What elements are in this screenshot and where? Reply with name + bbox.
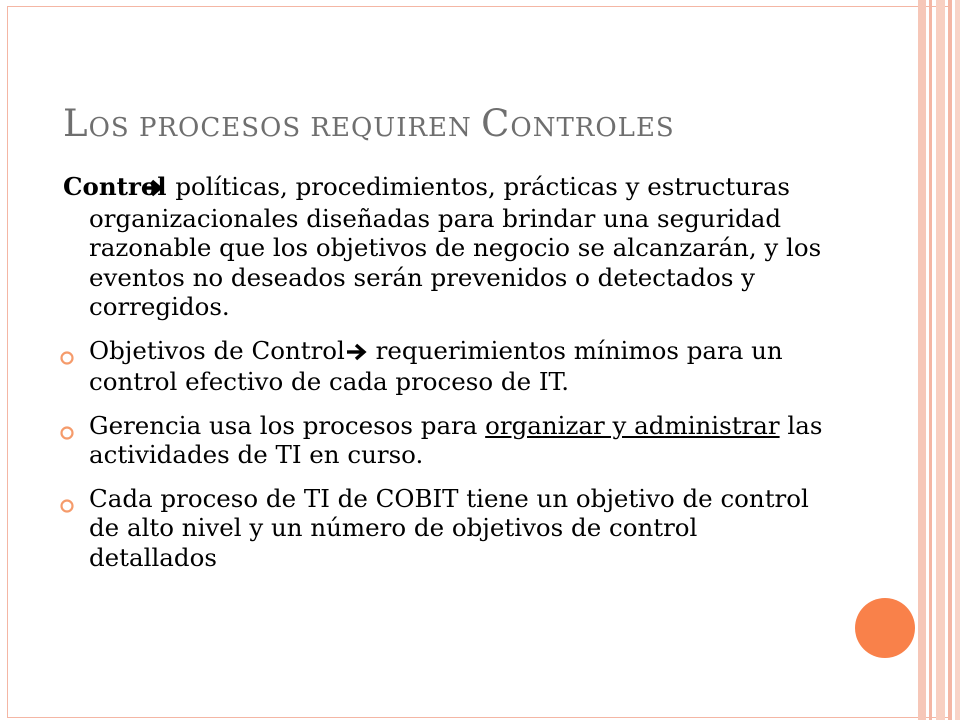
intro-paragraph <box>63 172 833 322</box>
title-initial: C <box>481 102 511 145</box>
bullet-text: requerimientos mínimos para un control efectivo de cada proceso de IT. <box>89 335 783 396</box>
bullet-text: Gerencia usa los procesos para <box>89 410 486 440</box>
stripe <box>929 0 932 720</box>
bullet-text: Cada proceso de TI de COBIT tiene un objetivo de control de alto nivel y un número de objetivos de control detallados <box>89 483 809 572</box>
list-item <box>63 484 833 573</box>
decorative-circle <box>855 598 915 658</box>
bullet-text: Objetivos de Control <box>89 335 345 365</box>
slide-title <box>63 102 675 145</box>
title-part: OS PROCESOS REQUIREN <box>88 113 482 143</box>
stripe <box>936 0 945 720</box>
bullet-icon <box>59 343 75 359</box>
bullet-icon <box>59 491 75 507</box>
stripe <box>955 0 960 720</box>
stripe <box>918 0 926 720</box>
underlined-text: organizar y administrar <box>485 410 780 440</box>
bullet-text: las actividades de TI en curso. <box>89 410 823 469</box>
bullet-icon <box>59 418 75 434</box>
intro-text: políticas, procedimientos, prácticas y estructuras organizacionales diseñadas para brindar una seguridad razonable que los objetivos de negocio se alcanzarán, y los eventos no deseados serán prevenidos o detectados y corregidos. <box>89 172 822 321</box>
stripe <box>948 0 952 720</box>
intro-term: Control <box>63 172 167 201</box>
title-part: ONTROLES <box>510 113 675 143</box>
decorative-stripes <box>916 0 960 720</box>
right-arrow-icon <box>346 338 368 368</box>
title-initial: L <box>63 102 89 145</box>
list-item <box>63 411 833 470</box>
slide-body <box>63 172 833 586</box>
list-item <box>63 336 833 397</box>
